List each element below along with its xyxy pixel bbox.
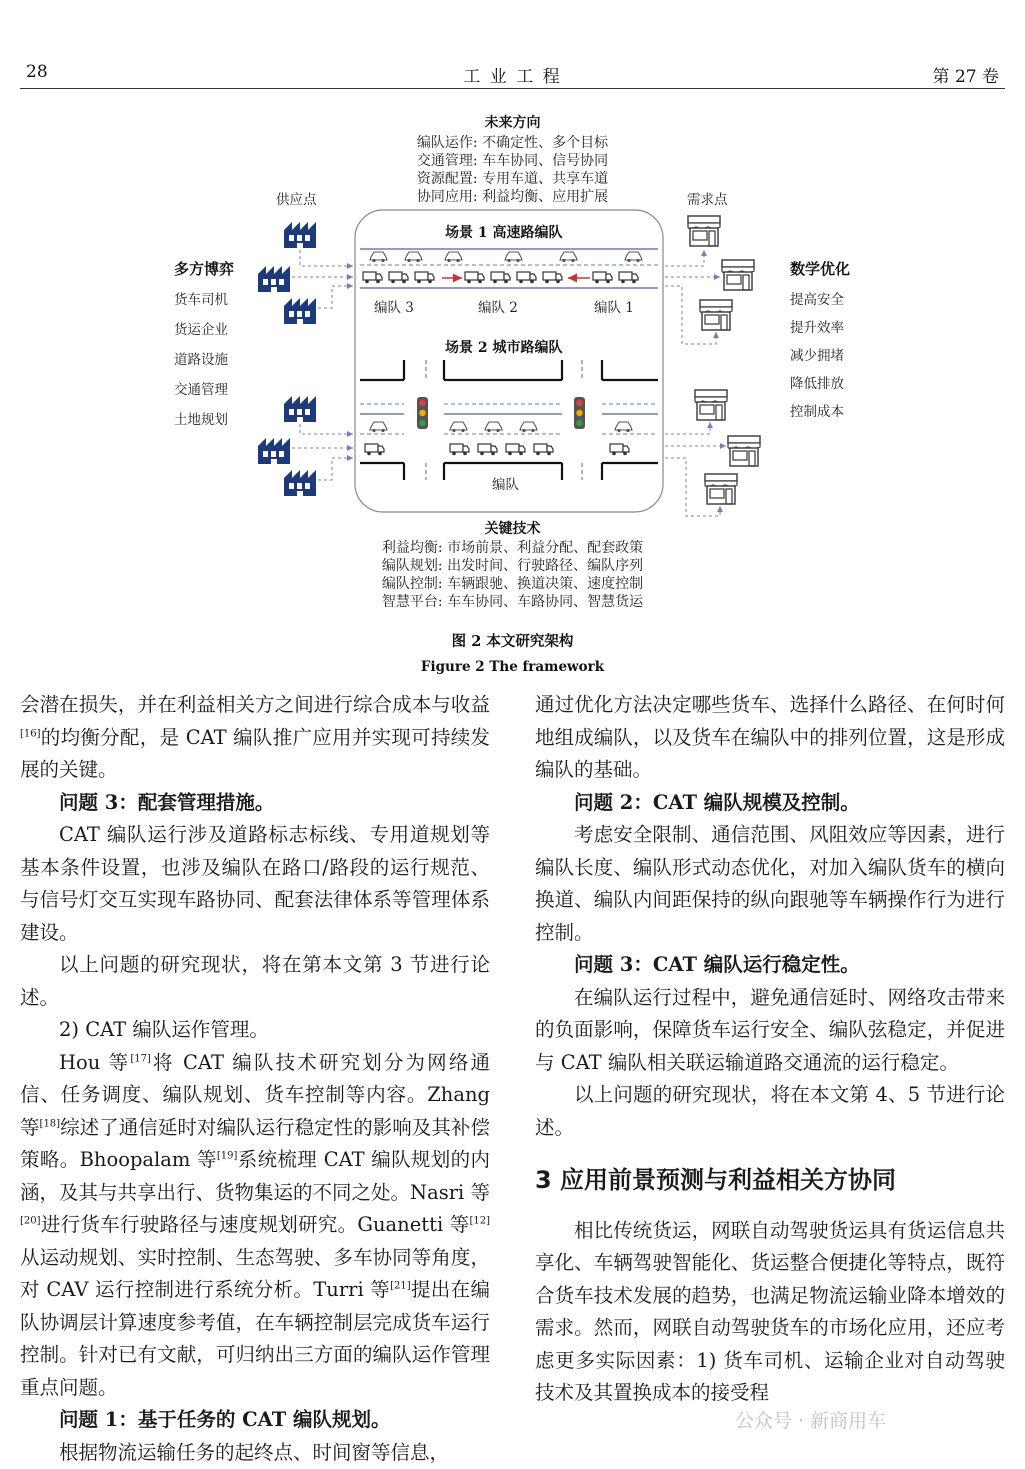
- left-item: 交通管理: [174, 378, 228, 398]
- right-item: 提升效率: [790, 316, 844, 336]
- subheading: 问题 3：CAT 编队运行稳定性。: [535, 949, 1005, 982]
- figure-caption-cn: 图 2 本文研究架构: [0, 630, 1025, 651]
- left-item: 土地规划: [174, 408, 228, 428]
- platoon-label: 编队 1: [594, 296, 634, 316]
- paragraph: 考虑安全限制、通信范围、风阻效应等因素，进行编队长度、编队形式动态优化，对加入编队货车的横向换道、编队内间距保持的纵向跟驰等车辆操作行为进行控制。: [535, 819, 1005, 949]
- scene2-title: 场景 2 城市路编队: [445, 337, 563, 357]
- right-item: 提高安全: [790, 288, 844, 308]
- watermark: 公众号 · 新商用车: [735, 1406, 886, 1433]
- key-item: 智慧平台: 车车协同、车路协同、智慧货运: [160, 593, 865, 611]
- paragraph: 根据物流运输任务的起终点、时间窗等信息，: [20, 1437, 490, 1469]
- left-item: 货运企业: [174, 318, 228, 338]
- framework-figure: [160, 108, 865, 618]
- right-title: 数学优化: [790, 258, 850, 279]
- future-item: 资源配置: 专用车道、共享车道: [160, 170, 865, 188]
- scene1-title: 场景 1 高速路编队: [445, 222, 563, 242]
- paragraph: 通过优化方法决定哪些货车、选择什么路径、在何时何地组成编队，以及货车在编队中的排列位置，这是形成编队的基础。: [535, 689, 1005, 787]
- key-list: [160, 539, 865, 611]
- paragraph: 相比传统货运，网联自动驾驶货运具有货运信息共享化、车辆驾驶智能化、货运整合便捷化等特点，既符合货车技术发展的趋势，也满足物流运输业降本增效的需求。然而，网联自动驾驶货车的市场化应用，还应考虑更多实际因素：1) 货车司机、运输企业对自动驾驶技术及其置换成本的接受程: [535, 1215, 1005, 1410]
- page-number: 28: [26, 62, 48, 82]
- key-title: 关键技术: [160, 518, 865, 538]
- right-item: 控制成本: [790, 400, 844, 420]
- journal-name: 工 业 工 程: [20, 62, 1005, 87]
- volume-label: 第 27 卷: [933, 62, 999, 87]
- demand-label: 需求点: [687, 188, 728, 208]
- subheading: 问题 2：CAT 编队规模及控制。: [535, 787, 1005, 820]
- future-list: [160, 134, 865, 206]
- paragraph: 会潜在损失，并在利益相关方之间进行综合成本与收益[16]的均衡分配，是 CAT 编队推广应用并实现可持续发展的关键。: [20, 689, 490, 787]
- platoon-label: 编队 3: [374, 296, 414, 316]
- key-item: 编队控制: 车辆跟驰、换道决策、速度控制: [160, 575, 865, 593]
- supply-label: 供应点: [276, 188, 317, 208]
- left-item: 货车司机: [174, 288, 228, 308]
- figure-caption-en: Figure 2 The framework: [0, 659, 1025, 675]
- paragraph: 在编队运行过程中，避免通信延时、网络攻击带来的负面影响，保障货车运行安全、编队弦稳定，并促进与 CAT 编队相关联运输道路交通流的运行稳定。: [535, 982, 1005, 1080]
- subheading: 问题 1：基于任务的 CAT 编队规划。: [20, 1404, 490, 1437]
- subheading: 问题 3：配套管理措施。: [20, 787, 490, 820]
- left-title: 多方博弈: [174, 258, 234, 279]
- section-heading: 3 应用前景预测与利益相关方协同: [535, 1164, 1005, 1197]
- right-column: [535, 689, 1005, 1410]
- future-item: 交通管理: 车车协同、信号协同: [160, 152, 865, 170]
- paragraph: 2) CAT 编队运作管理。: [20, 1014, 490, 1047]
- right-item: 降低排放: [790, 372, 844, 392]
- key-item: 编队规划: 出发时间、行驶路径、编队序列: [160, 557, 865, 575]
- future-item: 协同应用: 利益均衡、应用扩展: [160, 188, 865, 206]
- key-item: 利益均衡: 市场前景、利益分配、配套政策: [160, 539, 865, 557]
- paragraph: 以上问题的研究现状，将在第本文第 3 节进行论述。: [20, 949, 490, 1014]
- paragraph: 以上问题的研究现状，将在本文第 4、5 节进行论述。: [535, 1079, 1005, 1144]
- left-column: [20, 689, 490, 1469]
- right-item: 减少拥堵: [790, 344, 844, 364]
- future-item: 编队运作: 不确定性、多个目标: [160, 134, 865, 152]
- paragraph: CAT 编队运行涉及道路标志标线、专用道规划等基本条件设置，也涉及编队在路口/路段的运行规范、与信号灯交互实现车路协同、配套法律体系等管理体系建设。: [20, 819, 490, 949]
- platoon-label: 编队 2: [478, 296, 518, 316]
- page-header: [20, 62, 1005, 89]
- future-title: 未来方向: [160, 112, 865, 132]
- platoon-label: 编队: [492, 473, 519, 493]
- paragraph: Hou 等[17]将 CAT 编队技术研究划分为网络通信、任务调度、编队规划、货车控制等内容。Zhang 等[18]综述了通信延时对编队运行稳定性的影响及其补偿策略。Bhoopalam 等[19]系统梳理 CAT 编队规划的内涵，及其与共享出行、货物集运的不同之处。Nasri 等[20]进行货车行驶路径与速度规划研究。Guanetti 等[12]从运动规划、实时控制、生态驾驶、多车协同等角度，对 CAV 运行控制进行系统分析。Turri 等[21]提出在编队协调层计算速度参考值，在车辆控制层完成货车运行控制。针对已有文献，可归纳出三方面的编队运作管理重点问题。: [20, 1047, 490, 1405]
- left-item: 道路设施: [174, 348, 228, 368]
